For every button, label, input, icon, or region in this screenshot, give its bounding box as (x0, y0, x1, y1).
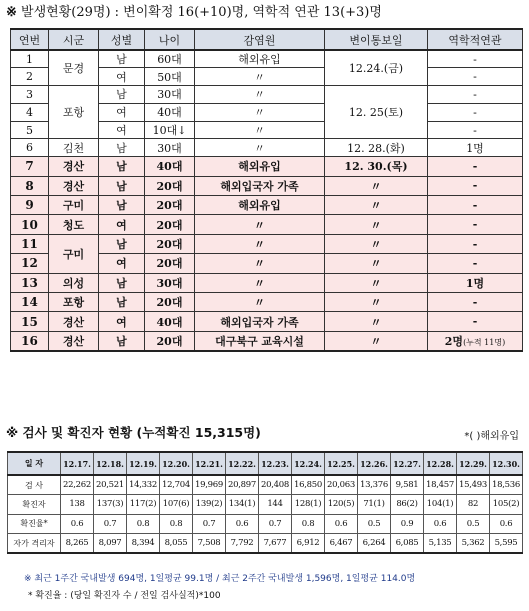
value-cell: 107(6) (160, 495, 193, 515)
value-cell: 134(1) (226, 495, 259, 515)
header-date: 12.19. (127, 452, 160, 475)
value-cell: 0.9 (391, 514, 424, 534)
value-cell: 0.5 (457, 514, 490, 534)
cell-age: 30대 (145, 86, 195, 104)
cell-age: 20대 (145, 293, 195, 312)
cell-age: 20대 (145, 176, 195, 195)
value-cell: 0.6 (226, 514, 259, 534)
header-date: 12.26. (358, 452, 391, 475)
cell-no: 16 (11, 331, 49, 350)
header-date-label: 일 자 (8, 452, 61, 475)
value-cell: 20,897 (226, 475, 259, 495)
value-cell: 6,467 (325, 534, 358, 554)
cell-age: 40대 (145, 103, 195, 121)
cell-variant-date: 12. 28.(화) (325, 139, 428, 157)
cell-gender: 남 (99, 86, 145, 104)
cell-age: 20대 (145, 234, 195, 253)
table-row-new (11, 176, 523, 195)
cell-variant-date: 〃 (325, 215, 428, 234)
header-date: 12.22. (226, 452, 259, 475)
cell-no: 2 (11, 68, 49, 86)
cell-city: 경산 (49, 176, 99, 195)
cell-source: 〃 (195, 86, 325, 104)
value-cell: 22,262 (61, 475, 94, 495)
cell-gender: 남 (99, 273, 145, 292)
header-date: 12.27. (391, 452, 424, 475)
cell-variant-date: 〃 (325, 254, 428, 273)
cell-age: 30대 (145, 139, 195, 157)
value-cell: 0.8 (292, 514, 325, 534)
cell-gender: 여 (99, 121, 145, 139)
value-cell: 8,055 (160, 534, 193, 554)
testing-status-title: ※ 검사 및 확진자 현황 (누적확진 15,315명) (6, 425, 261, 440)
epi-cumulative: (누적 11명) (463, 337, 506, 347)
cell-city: 의성 (49, 273, 99, 292)
cell-city: 구미 (49, 196, 99, 215)
cell-variant-date: 12. 30.(목) (325, 157, 428, 176)
cell-no: 9 (11, 196, 49, 215)
value-cell: 19,969 (193, 475, 226, 495)
cell-gender: 여 (99, 215, 145, 234)
value-cell: 0.7 (259, 514, 292, 534)
table-row (11, 86, 523, 104)
header-date: 12.29. (457, 452, 490, 475)
cell-variant-date: 〃 (325, 196, 428, 215)
table-row (8, 495, 523, 515)
outbreak-status-title: 발생현황(29명) : 변이확정 16(+10)명, 역학적 연관 13(+3)명 (21, 5, 382, 20)
cell-gender: 남 (99, 50, 145, 68)
cell-source: 해외입국자 가족 (195, 176, 325, 195)
cell-no: 14 (11, 293, 49, 312)
cell-gender: 남 (99, 234, 145, 253)
cell-gender: 여 (99, 254, 145, 273)
table-row (11, 50, 523, 68)
table-row-new (11, 312, 523, 331)
cell-city: 문경 (49, 50, 99, 86)
table-row-new (11, 273, 523, 292)
row-label: 확진자 (8, 495, 61, 515)
cell-age: 20대 (145, 215, 195, 234)
value-cell: 86(2) (391, 495, 424, 515)
cell-gender: 남 (99, 331, 145, 350)
variant-cases-table (10, 28, 523, 352)
cell-source: 〃 (195, 293, 325, 312)
cell-no: 12 (11, 254, 49, 273)
cell-age: 10대↓ (145, 121, 195, 139)
cell-gender: 남 (99, 139, 145, 157)
cell-epi: - (428, 50, 523, 68)
cell-age: 20대 (145, 254, 195, 273)
cell-epi: - (428, 176, 523, 195)
value-cell: 20,063 (325, 475, 358, 495)
overseas-note: *( )해외유입 (464, 431, 519, 442)
cell-epi: - (428, 196, 523, 215)
table-row-new (11, 215, 523, 234)
cell-city: 경산 (49, 157, 99, 176)
cell-city: 구미 (49, 234, 99, 273)
cell-source: 해외유입 (195, 157, 325, 176)
value-cell: 120(5) (325, 495, 358, 515)
testing-status-table (7, 451, 523, 554)
cell-epi: - (428, 157, 523, 176)
row-label: 확진율* (8, 514, 61, 534)
value-cell: 137(3) (94, 495, 127, 515)
header-date: 12.24. (292, 452, 325, 475)
cell-gender: 여 (99, 103, 145, 121)
cell-source: 해외유입 (195, 50, 325, 68)
cell-no: 10 (11, 215, 49, 234)
cell-variant-date: 〃 (325, 312, 428, 331)
value-cell: 18,536 (490, 475, 523, 495)
value-cell: 0.6 (490, 514, 523, 534)
header-gender: 성별 (99, 29, 145, 50)
table-row (8, 534, 523, 554)
value-cell: 9,581 (391, 475, 424, 495)
table-row (8, 475, 523, 495)
cell-age: 20대 (145, 331, 195, 350)
value-cell: 6,085 (391, 534, 424, 554)
value-cell: 0.7 (94, 514, 127, 534)
value-cell: 12,704 (160, 475, 193, 495)
value-cell: 5,595 (490, 534, 523, 554)
epi-count: 2명 (444, 334, 464, 348)
header-date: 12.28. (424, 452, 457, 475)
cell-source: 〃 (195, 68, 325, 86)
table-row-new (11, 196, 523, 215)
header-city: 시군 (49, 29, 99, 50)
cell-variant-date: 12. 25(토) (325, 86, 428, 139)
row-label: 검 사 (8, 475, 61, 495)
date-header-row (8, 452, 523, 475)
cell-no: 6 (11, 139, 49, 157)
header-date: 12.21. (193, 452, 226, 475)
cell-gender: 여 (99, 68, 145, 86)
value-cell: 117(2) (127, 495, 160, 515)
header-variant-date: 변이통보일 (325, 29, 428, 50)
cell-gender: 여 (99, 312, 145, 331)
value-cell: 5,135 (424, 534, 457, 554)
cell-source: 〃 (195, 215, 325, 234)
value-cell: 5,362 (457, 534, 490, 554)
cell-gender: 남 (99, 157, 145, 176)
value-cell: 105(2) (490, 495, 523, 515)
cell-gender: 남 (99, 293, 145, 312)
value-cell: 104(1) (424, 495, 457, 515)
cell-age: 40대 (145, 312, 195, 331)
cell-epi: - (428, 86, 523, 104)
value-cell: 0.6 (424, 514, 457, 534)
value-cell: 0.7 (193, 514, 226, 534)
table-row-new (11, 331, 523, 350)
cell-variant-date: 12.24.(금) (325, 50, 428, 86)
cell-no: 11 (11, 234, 49, 253)
value-cell: 8,394 (127, 534, 160, 554)
cell-no: 5 (11, 121, 49, 139)
cell-city: 김천 (49, 139, 99, 157)
cell-no: 7 (11, 157, 49, 176)
cell-city: 경산 (49, 312, 99, 331)
cell-gender: 남 (99, 176, 145, 195)
cell-variant-date: 〃 (325, 273, 428, 292)
value-cell: 6,912 (292, 534, 325, 554)
value-cell: 139(2) (193, 495, 226, 515)
cell-epi: - (428, 254, 523, 273)
cell-source: 대구북구 교육시설 (195, 331, 325, 350)
row-label: 자가 격리자 (8, 534, 61, 554)
header-epi-link: 역학적연관 (428, 29, 523, 50)
cell-epi: - (428, 312, 523, 331)
cell-variant-date: 〃 (325, 176, 428, 195)
value-cell: 6,264 (358, 534, 391, 554)
cell-epi: - (428, 68, 523, 86)
header-no: 연번 (11, 29, 49, 50)
cell-epi: - (428, 234, 523, 253)
cell-age: 60대 (145, 50, 195, 68)
weekly-summary-note: ※ 최근 1주간 국내발생 694명, 1일평균 99.1명 / 최근 2주간 국내발생 1,596명, 1일평균 114.0명 (24, 574, 416, 584)
cell-age: 20대 (145, 196, 195, 215)
value-cell: 14,332 (127, 475, 160, 495)
cell-city: 청도 (49, 215, 99, 234)
value-cell: 82 (457, 495, 490, 515)
cell-no: 1 (11, 50, 49, 68)
table-row-new (11, 293, 523, 312)
cell-source: 〃 (195, 121, 325, 139)
value-cell: 0.8 (127, 514, 160, 534)
cell-source: 해외입국자 가족 (195, 312, 325, 331)
cell-no: 8 (11, 176, 49, 195)
cell-epi: - (428, 215, 523, 234)
header-date: 12.25. (325, 452, 358, 475)
value-cell: 0.6 (61, 514, 94, 534)
table-row-new (11, 234, 523, 253)
cell-no: 15 (11, 312, 49, 331)
cell-epi (428, 331, 523, 350)
header-date: 12.23. (259, 452, 292, 475)
value-cell: 20,408 (259, 475, 292, 495)
table-row (11, 139, 523, 157)
cell-variant-date: 〃 (325, 234, 428, 253)
cell-epi: - (428, 121, 523, 139)
cell-no: 3 (11, 86, 49, 104)
reference-mark: ※ (6, 5, 17, 20)
cell-variant-date: 〃 (325, 331, 428, 350)
cell-no: 13 (11, 273, 49, 292)
cell-epi: 1명 (428, 139, 523, 157)
cell-no: 4 (11, 103, 49, 121)
table-row (8, 514, 523, 534)
cell-city: 포항 (49, 293, 99, 312)
value-cell: 71(1) (358, 495, 391, 515)
value-cell: 7,677 (259, 534, 292, 554)
header-date: 12.17. (61, 452, 94, 475)
cell-epi: - (428, 103, 523, 121)
value-cell: 128(1) (292, 495, 325, 515)
cell-age: 40대 (145, 157, 195, 176)
cell-source: 〃 (195, 103, 325, 121)
cell-source: 〃 (195, 273, 325, 292)
header-age: 나이 (145, 29, 195, 50)
value-cell: 13,376 (358, 475, 391, 495)
value-cell: 8,265 (61, 534, 94, 554)
cell-variant-date: 〃 (325, 293, 428, 312)
header-source: 감염원 (195, 29, 325, 50)
cell-gender: 남 (99, 196, 145, 215)
value-cell: 7,508 (193, 534, 226, 554)
header-date: 12.30. (490, 452, 523, 475)
value-cell: 0.6 (325, 514, 358, 534)
value-cell: 8,097 (94, 534, 127, 554)
cell-age: 30대 (145, 273, 195, 292)
positivity-definition-note: * 확진율 : (당일 확진자 수 / 전일 검사실적)*100 (28, 591, 221, 601)
header-date: 12.18. (94, 452, 127, 475)
cell-city: 포항 (49, 86, 99, 139)
value-cell: 0.5 (358, 514, 391, 534)
table-header-row (11, 29, 523, 50)
outbreak-status-heading (6, 2, 526, 24)
value-cell: 7,792 (226, 534, 259, 554)
header-date: 12.20. (160, 452, 193, 475)
cell-epi: - (428, 293, 523, 312)
value-cell: 15,493 (457, 475, 490, 495)
value-cell: 144 (259, 495, 292, 515)
cell-age: 50대 (145, 68, 195, 86)
value-cell: 138 (61, 495, 94, 515)
cell-source: 해외유입 (195, 196, 325, 215)
value-cell: 0.8 (160, 514, 193, 534)
cell-epi: 1명 (428, 273, 523, 292)
value-cell: 18,457 (424, 475, 457, 495)
value-cell: 20,521 (94, 475, 127, 495)
cell-source: 〃 (195, 234, 325, 253)
value-cell: 16,850 (292, 475, 325, 495)
cell-city: 경산 (49, 331, 99, 350)
table-row-new (11, 157, 523, 176)
cell-source: 〃 (195, 254, 325, 273)
cell-source: 〃 (195, 139, 325, 157)
